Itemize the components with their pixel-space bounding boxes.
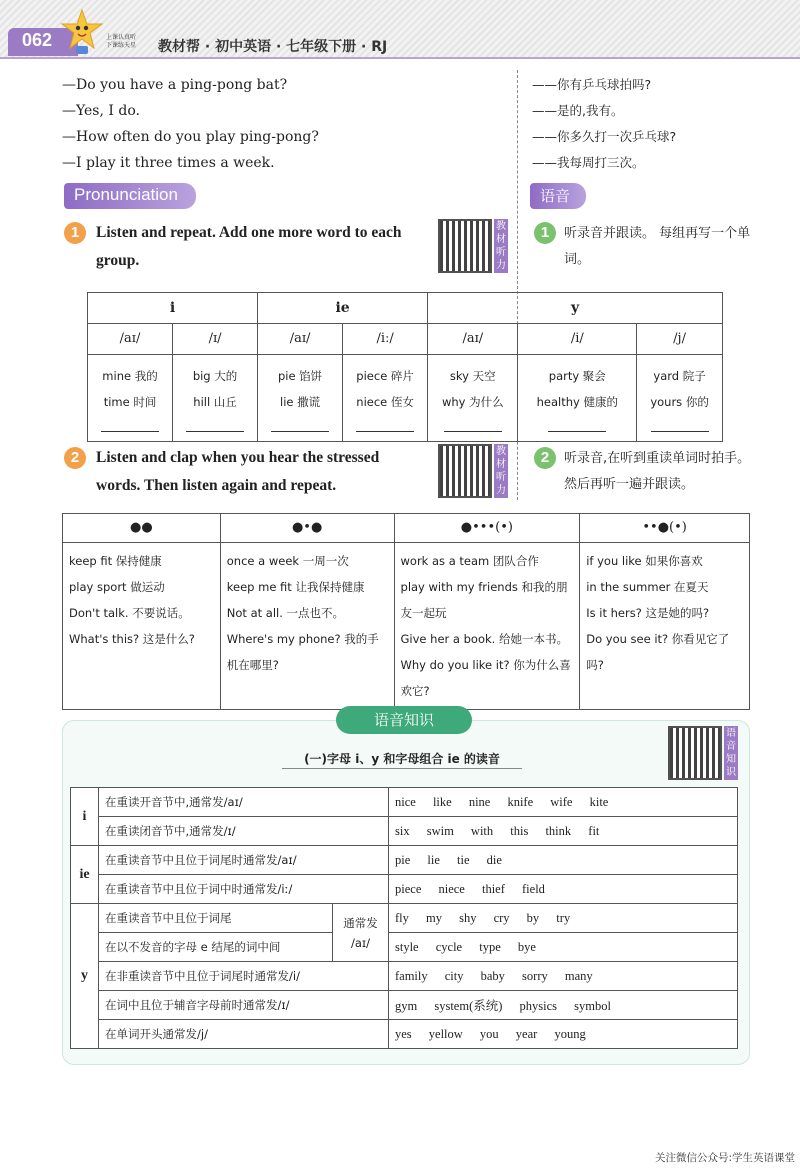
qr-label: 教材听力 — [496, 221, 506, 271]
phrase: Where's my phone? 我的手机在哪里? — [226, 632, 379, 672]
qr-code-icon — [668, 726, 722, 780]
stress-pattern: ●•••(•) — [394, 514, 580, 543]
qr-code[interactable] — [438, 444, 516, 498]
phrase: Is it hers? 这是她的吗? — [586, 606, 710, 620]
dialogue-line: ——你有乒乓球拍吗? — [532, 77, 652, 92]
exercise-number: 1 — [534, 222, 556, 244]
phrase: Why do you like it? 你为什么喜欢它? — [400, 658, 571, 698]
word-cell — [173, 355, 258, 442]
qr-code-icon — [438, 219, 492, 273]
word: big 大的 — [192, 369, 238, 383]
word: healthy 健康的 — [536, 395, 618, 409]
pronunciation-table — [87, 292, 723, 442]
stress-pattern: ●● — [63, 514, 221, 543]
dialogue-line: —How often do you play ping-pong? — [62, 129, 319, 145]
phonetic: /ɪ/ — [173, 324, 258, 355]
qr-label: 教材听力 — [496, 446, 506, 496]
phrase: play sport 做运动 — [69, 580, 165, 594]
qr-label: 语音知识 — [726, 728, 736, 778]
examples: nice like nine knife wife kite — [389, 788, 738, 817]
answer-blank[interactable] — [186, 418, 244, 432]
word-cell — [258, 355, 343, 442]
phrase-column — [394, 543, 580, 710]
dialogue-line: ——我每周打三次。 — [532, 155, 645, 170]
word-cell — [88, 355, 173, 442]
stress-table — [62, 513, 750, 710]
phrase: Don't talk. 不要说话。 — [69, 606, 190, 620]
dialogue-english — [62, 72, 319, 176]
answer-blank[interactable] — [356, 418, 414, 432]
rule: 在重读音节中且位于词中时通常发/iː/ — [99, 875, 389, 904]
note-line: 通常发 — [343, 915, 378, 930]
dialogue-line: ——你多久打一次乒乓球? — [532, 129, 677, 144]
examples: gym system(系统) physics symbol — [389, 991, 738, 1020]
rule: 在词中且位于辅音字母前时通常发/ɪ/ — [99, 991, 389, 1020]
phrase: in the summer 在夏天 — [586, 580, 709, 594]
phrase: play with my friends 和我的朋友一起玩 — [400, 580, 568, 620]
dialogue-line: —I play it three times a week. — [62, 155, 275, 171]
examples: yes yellow you year young — [389, 1020, 738, 1049]
rule: 在重读闭音节中,通常发/ɪ/ — [99, 817, 389, 846]
phrase: Give her a book. 给她一本书。 — [400, 632, 568, 646]
subtitle-underline — [282, 768, 522, 769]
rule: 在以不发音的字母 e 结尾的词中间 — [99, 933, 333, 962]
word-cell — [343, 355, 428, 442]
phrase: once a week 一周一次 — [226, 554, 349, 568]
phonetic: /aɪ/ — [258, 324, 343, 355]
page-number: 062 — [8, 28, 78, 56]
slogan-line-1: 上课认真听 — [106, 34, 137, 41]
phonetic: /aɪ/ — [88, 324, 173, 355]
phrase-column — [220, 543, 394, 710]
rule: 在重读开音节中,通常发/aɪ/ — [99, 788, 389, 817]
qr-code-icon — [438, 444, 492, 498]
exercise-instruction-cn: 听录音并跟读。 每组再写一个单词。 — [564, 226, 751, 267]
rule: 在重读音节中且位于词尾时通常发/aɪ/ — [99, 846, 389, 875]
letter-category: ie — [71, 846, 99, 904]
exercise-number: 1 — [64, 222, 86, 244]
phrase: keep fit 保持健康 — [69, 554, 162, 568]
section-title-pronunciation: Pronunciation — [64, 183, 196, 209]
word: niece 侄女 — [356, 395, 414, 409]
answer-blank[interactable] — [548, 418, 606, 432]
rule: 在重读音节中且位于词尾 — [99, 904, 333, 933]
stress-pattern: ••●(•) — [580, 514, 750, 543]
phonetic: /j/ — [637, 324, 723, 355]
word: yours 你的 — [650, 395, 709, 409]
word: sky 天空 — [449, 369, 496, 383]
phrase: keep me fit 让我保持健康 — [226, 580, 365, 594]
exercise-instruction-cn: 听录音,在听到重读单词时拍手。 然后再听一遍并跟读。 — [564, 451, 751, 492]
exercise-number: 2 — [534, 447, 556, 469]
phrase: Not at all. 一点也不。 — [226, 606, 345, 620]
slogan-line-2: 下课练天星 — [106, 42, 137, 49]
phonetic: /iː/ — [343, 324, 428, 355]
word-cell — [518, 355, 637, 442]
word: hill 山丘 — [193, 395, 237, 409]
answer-blank[interactable] — [271, 418, 329, 432]
group-header: ie — [258, 293, 428, 324]
letter-category: i — [71, 788, 99, 846]
dialogue-chinese — [532, 72, 676, 176]
examples: six swim with this think fit — [389, 817, 738, 846]
rule: 在单词开头通常发/j/ — [99, 1020, 389, 1049]
qr-code[interactable] — [438, 219, 516, 273]
word: party 聚会 — [548, 369, 606, 383]
examples: fly my shy cry by try — [389, 904, 738, 933]
phrase: work as a team 团队合作 — [400, 554, 539, 568]
dialogue-line: —Yes, I do. — [62, 103, 140, 119]
answer-blank[interactable] — [101, 418, 159, 432]
star-mascot-icon — [60, 8, 104, 56]
qr-code[interactable] — [668, 726, 746, 780]
exercise-number: 2 — [64, 447, 86, 469]
knowledge-tag: 语音知识 — [336, 706, 472, 734]
letter-category: y — [71, 904, 99, 1049]
word: why 为什么 — [441, 395, 504, 409]
group-header: y — [428, 293, 723, 324]
word: lie 撒谎 — [280, 395, 321, 409]
word: yard 院子 — [653, 369, 706, 383]
note-line: /aɪ/ — [350, 935, 371, 950]
dialogue-line: ——是的,我有。 — [532, 103, 624, 118]
group-header: i — [88, 293, 258, 324]
word: piece 碎片 — [356, 369, 414, 383]
rule: 在非重读音节中且位于词尾时通常发/i/ — [99, 962, 389, 991]
merged-note — [333, 904, 389, 962]
footer-note: 关注微信公众号:学生英语课堂 — [654, 1152, 795, 1164]
phonetic: /aɪ/ — [428, 324, 518, 355]
word: time 时间 — [103, 395, 157, 409]
phrase-column — [580, 543, 750, 710]
stress-pattern: ●•● — [220, 514, 394, 543]
word: mine 我的 — [102, 369, 158, 383]
examples: piece niece thief field — [389, 875, 738, 904]
exercise-instruction: Listen and repeat. Add one more word to each group. — [96, 224, 402, 269]
rules-table — [70, 787, 738, 1049]
examples: family city baby sorry many — [389, 962, 738, 991]
header-rule — [0, 57, 800, 59]
exercise-instruction: Listen and clap when you hear the stressed words. Then listen again and repeat. — [96, 449, 380, 494]
slogan — [106, 34, 136, 50]
word-cell — [428, 355, 518, 442]
book-title: 教材帮 · 初中英语 · 七年级下册 · RJ — [158, 39, 388, 55]
dialogue-line: —Do you have a ping-pong bat? — [62, 77, 288, 93]
phrase: Do you see it? 你看见它了吗? — [586, 632, 730, 672]
examples: style cycle type bye — [389, 933, 738, 962]
word-cell — [637, 355, 723, 442]
answer-blank[interactable] — [444, 418, 502, 432]
examples: pie lie tie die — [389, 846, 738, 875]
word: pie 馅饼 — [277, 369, 323, 383]
knowledge-subtitle: (一)字母 i、y 和字母组合 ie 的读音 — [304, 752, 500, 766]
section-title-chinese: 语音 — [530, 183, 586, 209]
phonetic: /i/ — [518, 324, 637, 355]
phrase: What's this? 这是什么? — [69, 632, 195, 646]
page-header — [0, 0, 800, 58]
answer-blank[interactable] — [651, 418, 709, 432]
phrase: if you like 如果你喜欢 — [586, 554, 703, 568]
phrase-column — [63, 543, 221, 710]
